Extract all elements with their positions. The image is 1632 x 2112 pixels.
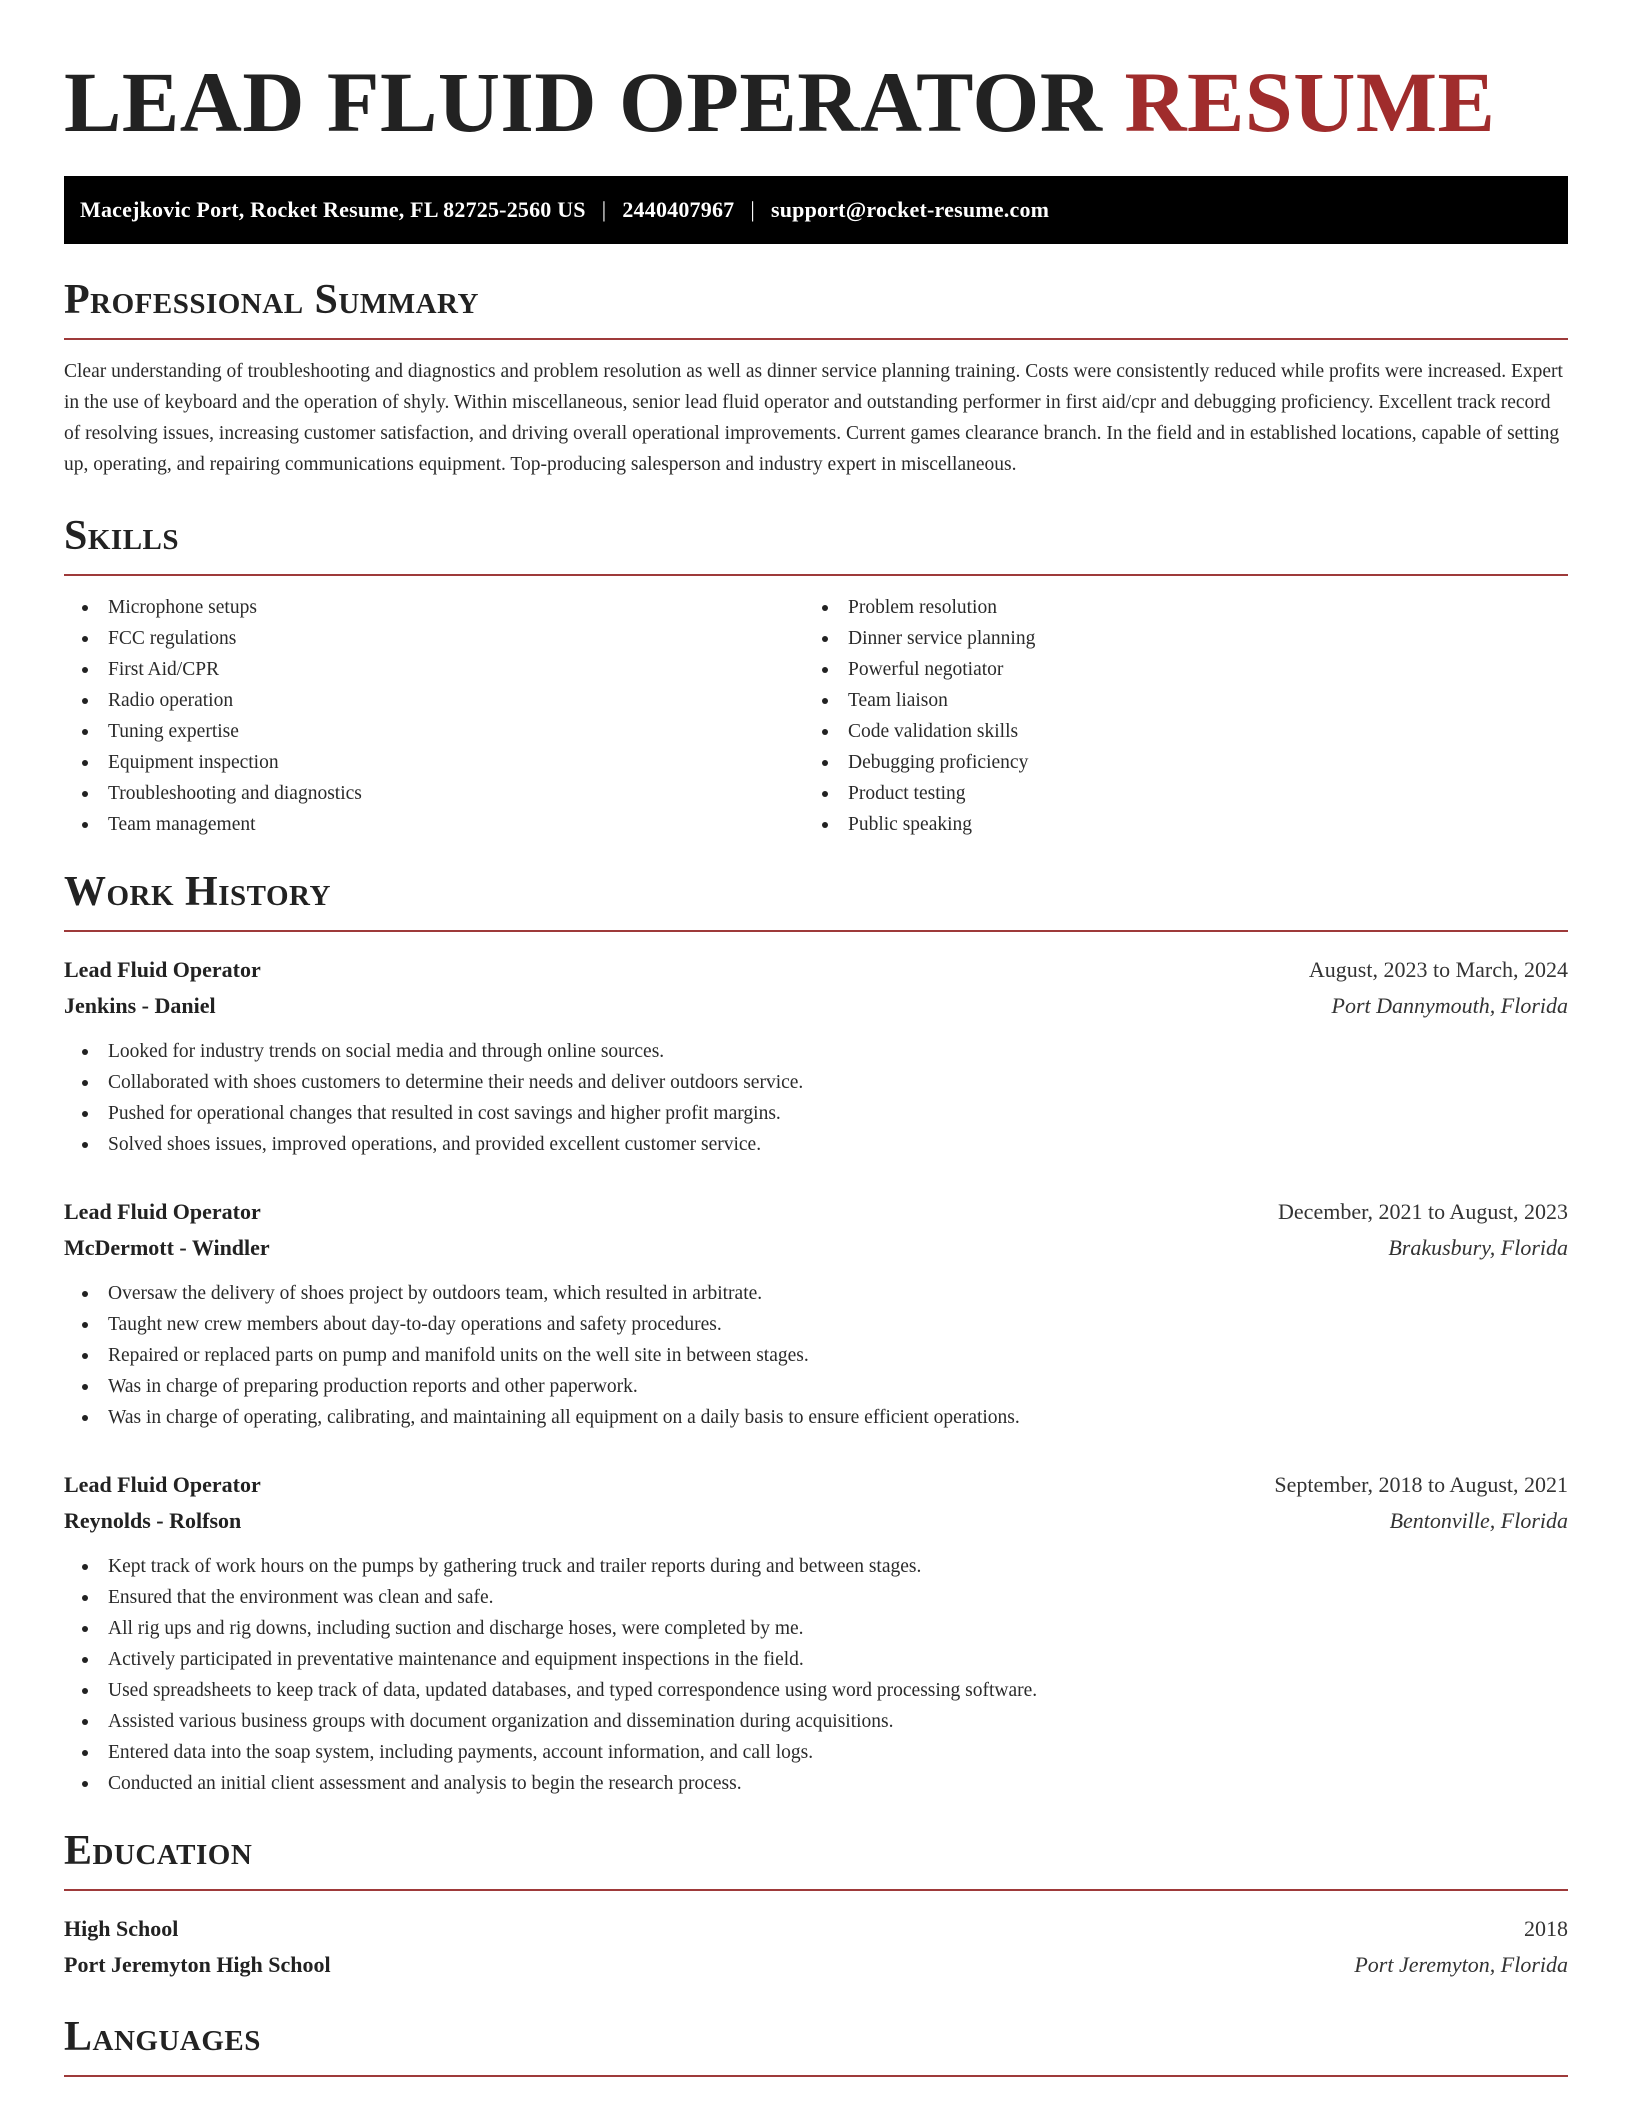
education-school-row [64,1947,1568,1983]
job-duty: Pushed for operational changes that resulted in cost savings and higher profit margins. [64,1098,1568,1129]
job-duty: Looked for industry trends on social media and through online sources. [64,1036,1568,1067]
skill-item: Tuning expertise [64,716,804,747]
job-duties-list [64,1036,1568,1160]
job-company-row [64,1503,1568,1539]
job-entry [64,952,1568,1160]
skill-item: Microphone setups [64,592,804,623]
job-duty: Collaborated with shoes customers to determine their needs and deliver outdoors service. [64,1067,1568,1098]
education-heading: Education [64,1828,253,1874]
work-history-heading: Work History [64,869,331,915]
job-duties-list [64,1278,1568,1433]
education-degree: High School [64,1916,179,1941]
summary-text: Clear understanding of troubleshooting and diagnostics and problem resolution as well as dinner service planning training. Costs were consistently reduced while profits were increased. Expert in the use of keyboard and the operation of shyly. Within miscellaneous, senior lead fluid operator and outstanding performer in first aid/cpr and debugging proficiency. Excellent track record of resolving issues, increasing customer satisfaction, and driving overall operational improvements. Current games clearance branch. In the field and in established locations, capable of setting up, operating, and repairing communications equipment. Top-producing salesperson and industry expert in miscellaneous. [64,361,1563,475]
contact-email[interactable]: support@rocket-resume.com [770,197,1050,222]
skills-heading: Skills [64,513,180,559]
education-section [64,1825,1568,1983]
section-divider [64,930,1568,932]
contact-separator: | [601,197,607,222]
job-company: Reynolds - Rolfson [64,1508,242,1533]
skill-item: FCC regulations [64,623,804,654]
resume-title [64,52,1568,152]
skill-item: First Aid/CPR [64,654,804,685]
job-duty: Used spreadsheets to keep track of data, updated databases, and typed correspondence using word processing software. [64,1675,1568,1706]
job-duty: Repaired or replaced parts on pump and manifold units on the well site in between stages. [64,1340,1568,1371]
job-duties-list [64,1551,1568,1799]
skill-item: Problem resolution [804,592,1544,623]
skills-list-left [64,592,804,840]
job-company: McDermott - Windler [64,1235,270,1260]
job-location: Brakusbury, Florida [1388,1235,1568,1260]
skill-item: Powerful negotiator [804,654,1544,685]
job-entry [64,1467,1568,1799]
skills-column-left [64,592,804,840]
skill-item: Team liaison [804,685,1544,716]
job-dates: December, 2021 to August, 2023 [1278,1199,1568,1224]
summary-heading: Professional Summary [64,277,479,323]
skills-grid [64,592,1568,840]
contact-phone[interactable]: 2440407967 [622,197,735,222]
job-duty: Was in charge of preparing production reports and other paperwork. [64,1371,1568,1402]
skills-column-right [804,592,1544,840]
job-entry [64,1194,1568,1433]
skill-item: Radio operation [64,685,804,716]
job-location: Bentonville, Florida [1389,1508,1568,1533]
skill-item: Public speaking [804,809,1544,840]
education-location: Port Jeremyton, Florida [1354,1952,1568,1977]
skills-list-right [804,592,1544,840]
job-dates: August, 2023 to March, 2024 [1308,957,1568,982]
skill-item: Code validation skills [804,716,1544,747]
section-divider [64,2075,1568,2077]
title-accent: RESUME [1124,54,1496,150]
job-dates: September, 2018 to August, 2021 [1274,1472,1568,1497]
skill-item: Troubleshooting and diagnostics [64,778,804,809]
title-main: LEAD FLUID OPERATOR [64,54,1103,150]
job-duty: Taught new crew members about day-to-day operations and safety procedures. [64,1309,1568,1340]
skill-item: Product testing [804,778,1544,809]
section-divider [64,338,1568,340]
skill-item: Debugging proficiency [804,747,1544,778]
job-duty: All rig ups and rig downs, including suction and discharge hoses, were completed by me. [64,1613,1568,1644]
education-year: 2018 [1524,1916,1568,1941]
summary-section [64,274,1568,480]
job-company-row [64,988,1568,1024]
education-degree-row [64,1911,1568,1947]
job-duty: Conducted an initial client assessment and analysis to begin the research process. [64,1768,1568,1799]
job-header-row [64,952,1568,988]
work-history-section [64,866,1568,1799]
job-company: Jenkins - Daniel [64,993,216,1018]
contact-bar [64,176,1568,244]
job-location: Port Dannymouth, Florida [1331,993,1568,1018]
job-company-row [64,1230,1568,1266]
job-duty: Actively participated in preventative maintenance and equipment inspections in the field. [64,1644,1568,1675]
job-duty: Ensured that the environment was clean and safe. [64,1582,1568,1613]
skill-item: Equipment inspection [64,747,804,778]
job-duty: Kept track of work hours on the pumps by gathering truck and trailer reports during and between stages. [64,1551,1568,1582]
contact-address: Macejkovic Port, Rocket Resume, FL 82725-2560 US [80,197,586,222]
skill-item: Dinner service planning [804,623,1544,654]
job-duty: Solved shoes issues, improved operations, and provided excellent customer service. [64,1129,1568,1160]
job-duty: Assisted various business groups with document organization and dissemination during acquisitions. [64,1706,1568,1737]
job-duty: Oversaw the delivery of shoes project by outdoors team, which resulted in arbitrate. [64,1278,1568,1309]
languages-heading: Languages [64,2014,261,2060]
education-entry [64,1911,1568,1983]
education-school: Port Jeremyton High School [64,1952,331,1977]
contact-separator: | [750,197,755,222]
job-duty: Entered data into the soap system, including payments, account information, and call logs. [64,1737,1568,1768]
job-header-row [64,1194,1568,1230]
languages-section [64,2011,1568,2077]
job-title: Lead Fluid Operator [64,1472,261,1497]
job-duty: Was in charge of operating, calibrating, and maintaining all equipment on a daily basis to ensure efficient operations. [64,1402,1568,1433]
job-title: Lead Fluid Operator [64,1199,261,1224]
section-divider [64,1889,1568,1891]
skill-item: Team management [64,809,804,840]
section-divider [64,574,1568,576]
job-title: Lead Fluid Operator [64,957,261,982]
skills-section [64,510,1568,840]
job-header-row [64,1467,1568,1503]
